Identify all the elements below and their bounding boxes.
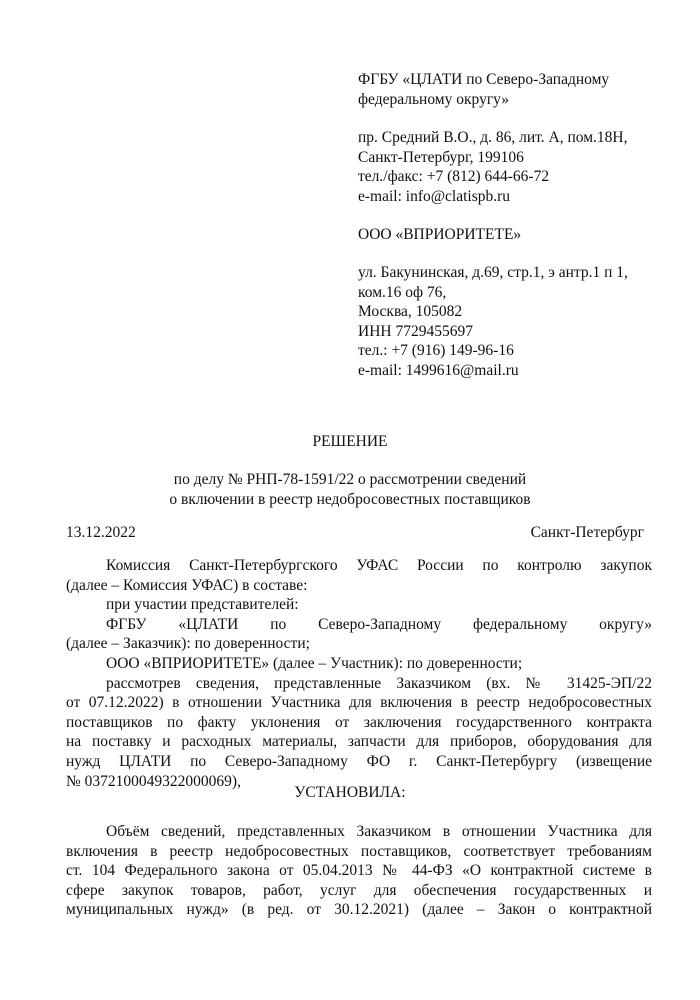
participant-contacts [358,263,678,381]
body-line: включения в реестр недобросовестных поставщиков, соответствует требованиям [66,842,652,860]
title-text: РЕШЕНИЕ [312,433,388,450]
customer-name-line: ФГБУ «ЦЛАТИ по Северо-Западному [358,71,610,88]
body-line: Комиссия Санкт-Петербургского УФАС России по контролю закупок [106,557,652,574]
subtitle-line: о включении в реестр недобросовестных поставщиков [169,490,531,508]
document-subtitle [0,470,700,509]
body-line: (далее – Заказчик): по доверенности; [66,635,310,653]
body-line: № 0372100049322000069), [66,772,241,790]
body-line: поставщиков по факту уклонения от заключения государственного контракта [66,713,652,731]
participant-address-line: Москва, 105082 [358,303,463,321]
customer-address-line: пр. Средний В.О., д. 86, лит. А, пом.18Н, [358,129,628,146]
document-title [0,432,700,452]
body-line: при участии представителей: [106,596,299,614]
decision-city: Санкт-Петербург [530,524,644,541]
participant-inn: ИНН 7729455697 [358,322,473,340]
body-line: муниципальных нужд» (в ред. от 30.12.2021) (далее – Закон о контрактной [66,901,652,919]
established-text: УСТАНОВИЛА: [294,784,406,801]
participant-name: ООО «ВПРИОРИТЕТЕ» [358,226,522,243]
body-line: ООО «ВПРИОРИТЕТЕ» (далее – Участник): по доверенности; [106,654,523,672]
customer-phone: тел./факс: +7 (812) 644-66-72 [358,168,550,186]
participant-email: e-mail: 1499616@mail.ru [358,361,519,379]
body-line: Объём сведений, представленных Заказчиком в отношении Участника для [106,823,652,840]
body-line: ст. 104 Федерального закона от 05.04.2013 № 44-ФЗ «О контрактной системе в [66,862,652,880]
body-line: сфере закупок товаров, работ, услуг для обеспечения государственных и [66,881,652,899]
subtitle-line: по делу № РНП-78-1591/22 о рассмотрении сведений [173,471,527,488]
body-line: рассмотрев сведения, представленные Заказчиком (вх. № 31425-ЭП/22 [106,674,652,692]
customer-address-line: Санкт-Петербург, 199106 [358,148,524,166]
customer-email: e-mail: info@clatispb.ru [358,187,511,205]
participant-addressee [358,225,678,245]
body-line: нужд ЦЛАТИ по Северо-Западному ФО г. Санкт-Петербургу (извещение [66,752,652,770]
findings-paragraph [66,822,652,920]
participant-address-line: ком.16 оф 76, [358,283,447,301]
participant-address-line: ул. Бакунинская, д.69, стр.1, э антр.1 п 1, [358,264,628,281]
participant-phone: тел.: +7 (916) 149-96-16 [358,342,514,360]
customer-name-line: федеральному округу» [358,90,510,108]
intro-section [66,556,652,791]
decision-date: 13.12.2022 [66,524,136,541]
body-line: (далее – Комиссия УФАС) в составе: [66,576,308,594]
established-heading [0,783,700,803]
body-line: ФГБУ «ЦЛАТИ по Северо-Западному федеральному округу» [106,615,652,633]
customer-addressee [358,70,678,109]
body-line: на поставку и расходных материалы, запчасти для приборов, оборудования для [66,733,652,751]
body-line: от 07.12.2022) в отношении Участника для включения в реестр недобросовестных [66,694,652,712]
customer-contacts [358,128,678,206]
